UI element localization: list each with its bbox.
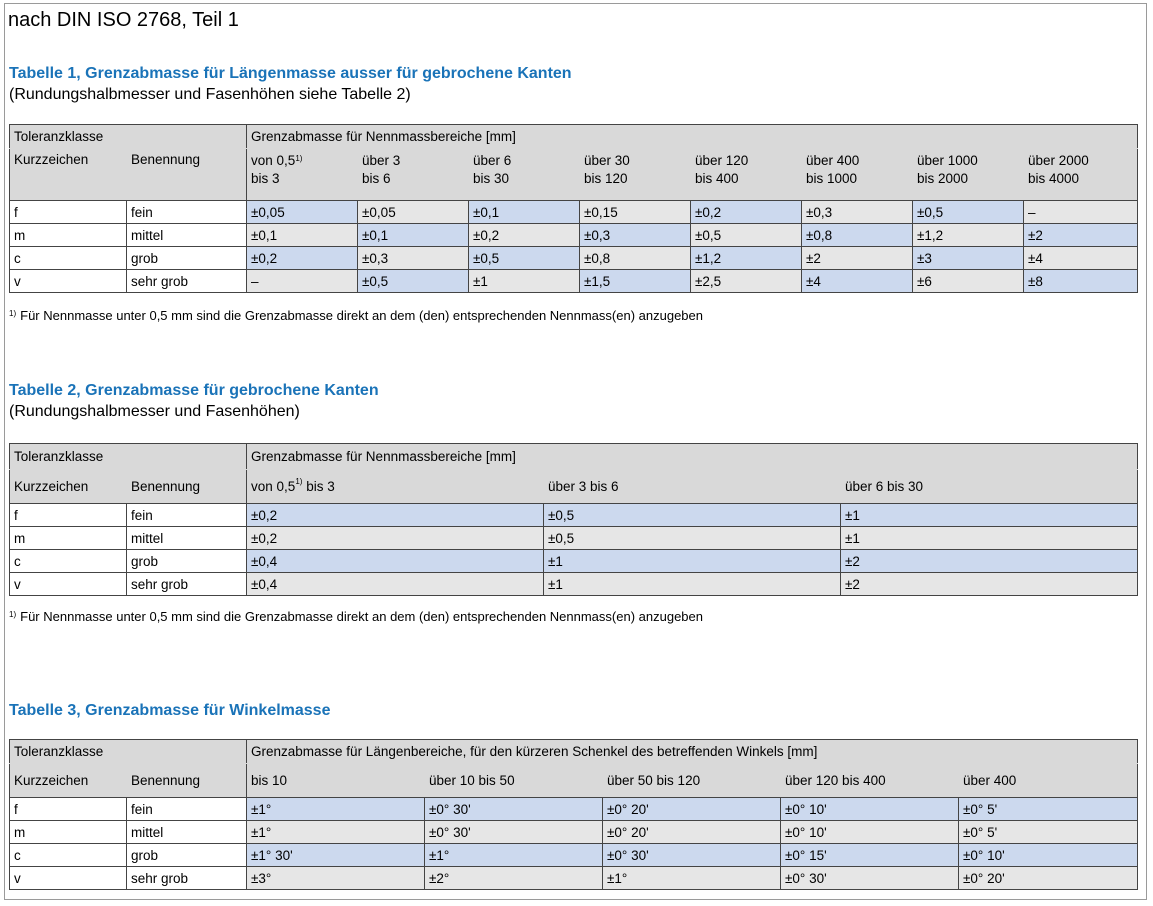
table-row — [10, 573, 1138, 596]
tolerance-value-cell: ±0° 30' — [425, 798, 603, 821]
tolerance-value-cell: ±2 — [802, 247, 913, 270]
tolerance-value-cell: ±0,2 — [691, 201, 802, 224]
tolerance-value-cell: ±0,3 — [802, 201, 913, 224]
tolerance-value-cell: ±0,05 — [358, 201, 469, 224]
tolerance-value-cell: ±1 — [841, 504, 1138, 527]
tolerance-value-cell: ±2 — [841, 573, 1138, 596]
range-header: von 0,5$^{1)}$ bis 3 — [247, 470, 544, 504]
toleranzklasse-header: Toleranzklasse — [10, 444, 247, 470]
nennmass-group-header: Grenzabmasse für Nennmassbereiche [mm] — [247, 444, 1138, 470]
benennung-cell: mittel — [127, 224, 247, 247]
range-header: über 30 bis 120 — [580, 149, 691, 201]
kurzzeichen-cell: f — [10, 504, 127, 527]
table1 — [9, 124, 1138, 293]
tolerance-value-cell: ±0,5 — [358, 270, 469, 293]
table1-subheading: (Rundungshalbmesser und Fasenhöhen siehe Tabelle 2) — [9, 86, 411, 103]
table-row — [10, 821, 1138, 844]
tolerance-value-cell: ±0,2 — [247, 527, 544, 550]
tolerance-value-cell: ±4 — [802, 270, 913, 293]
range-header: über 400 — [959, 764, 1138, 798]
tolerance-value-cell: ±1,2 — [913, 224, 1024, 247]
table3-heading: Tabelle 3, Grenzabmasse für Winkelmasse — [9, 702, 331, 719]
benennung-cell: sehr grob — [127, 573, 247, 596]
table2 — [9, 443, 1138, 596]
tolerance-value-cell: ±1,5 — [580, 270, 691, 293]
tolerance-value-cell: ±0,05 — [247, 201, 358, 224]
benennung-cell: grob — [127, 844, 247, 867]
kurzzeichen-cell: f — [10, 798, 127, 821]
page-title: nach DIN ISO 2768, Teil 1 — [8, 9, 239, 31]
benennung-cell: fein — [127, 201, 247, 224]
benennung-cell: grob — [127, 247, 247, 270]
table3 — [9, 739, 1138, 890]
tolerance-value-cell: ±0,1 — [358, 224, 469, 247]
kurzzeichen-cell: c — [10, 247, 127, 270]
tolerance-value-cell: ±1,2 — [691, 247, 802, 270]
kurzzeichen-cell: c — [10, 844, 127, 867]
table1-heading: Tabelle 1, Grenzabmasse für Längenmasse ausser für gebrochene Kanten — [9, 65, 572, 82]
tolerance-value-cell: ±0° 10' — [781, 798, 959, 821]
tolerance-value-cell: ±0° 10' — [959, 844, 1138, 867]
benennung-cell: grob — [127, 550, 247, 573]
kurzzeichen-header: Kurzzeichen — [10, 764, 127, 798]
tolerance-value-cell: ±0° 20' — [603, 821, 781, 844]
tolerance-value-cell: ±1 — [544, 550, 841, 573]
tolerance-value-cell: ±0,4 — [247, 573, 544, 596]
kurzzeichen-cell: m — [10, 527, 127, 550]
table-row — [10, 798, 1138, 821]
range-header: über 400 bis 1000 — [802, 149, 913, 201]
tolerance-value-cell: ±0,5 — [913, 201, 1024, 224]
benennung-cell: mittel — [127, 821, 247, 844]
tolerance-value-cell: ±2 — [841, 550, 1138, 573]
tolerance-value-cell: ±0,5 — [691, 224, 802, 247]
tolerance-value-cell: ±0° 15' — [781, 844, 959, 867]
table-row — [10, 550, 1138, 573]
table-row — [10, 527, 1138, 550]
tolerance-value-cell: ±0,2 — [247, 247, 358, 270]
table2-footnote: $^{1)}$ Für Nennmasse unter 0,5 mm sind die Grenzabmasse direkt an dem (den) entsprechenden Nennmass(en) anzugeben — [9, 609, 703, 624]
range-header: über 120 bis 400 — [691, 149, 802, 201]
tolerance-value-cell: ±0,15 — [580, 201, 691, 224]
tolerance-value-cell: ±3 — [913, 247, 1024, 270]
table-row — [10, 270, 1138, 293]
tolerance-value-cell: ±0° 20' — [959, 867, 1138, 890]
kurzzeichen-cell: c — [10, 550, 127, 573]
kurzzeichen-cell: m — [10, 821, 127, 844]
tolerance-value-cell: ±2,5 — [691, 270, 802, 293]
tolerance-value-cell: ±0° 30' — [781, 867, 959, 890]
table-row — [10, 504, 1138, 527]
kurzzeichen-header: Kurzzeichen — [10, 470, 127, 504]
kurzzeichen-cell: v — [10, 573, 127, 596]
benennung-cell: sehr grob — [127, 867, 247, 890]
tolerance-value-cell: ±2° — [425, 867, 603, 890]
range-header: über 1000 bis 2000 — [913, 149, 1024, 201]
tolerance-value-cell: ±8 — [1024, 270, 1138, 293]
range-header: über 120 bis 400 — [781, 764, 959, 798]
range-header: über 10 bis 50 — [425, 764, 603, 798]
tolerance-value-cell: ±1 — [469, 270, 580, 293]
tolerance-value-cell: ±0° 30' — [603, 844, 781, 867]
tolerance-value-cell: ±0° 5' — [959, 798, 1138, 821]
toleranzklasse-header: Toleranzklasse — [10, 740, 247, 764]
table-row — [10, 224, 1138, 247]
benennung-header: Benennung — [127, 149, 247, 201]
benennung-cell: fein — [127, 504, 247, 527]
table-row — [10, 247, 1138, 270]
laengenbereich-group-header: Grenzabmasse für Längenbereiche, für den kürzeren Schenkel des betreffenden Winkels [mm] — [247, 740, 1138, 764]
tolerance-value-cell: ±0° 5' — [959, 821, 1138, 844]
kurzzeichen-cell: v — [10, 270, 127, 293]
kurzzeichen-cell: v — [10, 867, 127, 890]
kurzzeichen-cell: m — [10, 224, 127, 247]
range-header: über 6 bis 30 — [469, 149, 580, 201]
tolerance-value-cell: ±1° — [603, 867, 781, 890]
tolerance-value-cell: ±1° 30' — [247, 844, 425, 867]
tolerance-value-cell: – — [247, 270, 358, 293]
tolerance-value-cell: – — [1024, 201, 1138, 224]
table2-subheading: (Rundungshalbmesser und Fasenhöhen) — [9, 403, 300, 420]
tolerance-value-cell: ±1 — [841, 527, 1138, 550]
nennmass-group-header: Grenzabmasse für Nennmassbereiche [mm] — [247, 125, 1138, 149]
range-header: über 50 bis 120 — [603, 764, 781, 798]
range-header: bis 10 — [247, 764, 425, 798]
tolerance-value-cell: ±0,8 — [802, 224, 913, 247]
range-header: über 3 bis 6 — [544, 470, 841, 504]
range-header: von 0,5$^{1)}$ bis 3 — [247, 149, 358, 201]
tolerance-value-cell: ±0,2 — [469, 224, 580, 247]
tolerance-value-cell: ±0,5 — [544, 504, 841, 527]
tolerance-value-cell: ±1 — [544, 573, 841, 596]
tolerance-value-cell: ±0,5 — [544, 527, 841, 550]
kurzzeichen-cell: f — [10, 201, 127, 224]
table-row — [10, 867, 1138, 890]
toleranzklasse-header: Toleranzklasse — [10, 125, 247, 149]
tolerance-value-cell: ±6 — [913, 270, 1024, 293]
tolerance-value-cell: ±0,3 — [358, 247, 469, 270]
range-header: über 6 bis 30 — [841, 470, 1138, 504]
tolerance-value-cell: ±0,1 — [247, 224, 358, 247]
table-row — [10, 201, 1138, 224]
tolerance-value-cell: ±4 — [1024, 247, 1138, 270]
tolerance-value-cell: ±0° 10' — [781, 821, 959, 844]
tolerance-value-cell: ±2 — [1024, 224, 1138, 247]
tolerance-value-cell: ±0° 30' — [425, 821, 603, 844]
tolerance-value-cell: ±0,2 — [247, 504, 544, 527]
benennung-cell: fein — [127, 798, 247, 821]
table1-footnote: $^{1)}$ Für Nennmasse unter 0,5 mm sind die Grenzabmasse direkt an dem (den) entsprechenden Nennmass(en) anzugeben — [9, 308, 703, 323]
tolerance-value-cell: ±1° — [247, 821, 425, 844]
range-header: über 2000 bis 4000 — [1024, 149, 1138, 201]
benennung-header: Benennung — [127, 470, 247, 504]
tolerance-value-cell: ±1° — [425, 844, 603, 867]
tolerance-value-cell: ±0° 20' — [603, 798, 781, 821]
tolerance-value-cell: ±3° — [247, 867, 425, 890]
table-row — [10, 844, 1138, 867]
benennung-cell: mittel — [127, 527, 247, 550]
tolerance-value-cell: ±0,4 — [247, 550, 544, 573]
tolerance-value-cell: ±1° — [247, 798, 425, 821]
kurzzeichen-header: Kurzzeichen — [10, 149, 127, 201]
benennung-header: Benennung — [127, 764, 247, 798]
tolerance-value-cell: ±0,5 — [469, 247, 580, 270]
range-header: über 3 bis 6 — [358, 149, 469, 201]
benennung-cell: sehr grob — [127, 270, 247, 293]
tolerance-value-cell: ±0,3 — [580, 224, 691, 247]
tolerance-value-cell: ±0,8 — [580, 247, 691, 270]
tolerance-value-cell: ±0,1 — [469, 201, 580, 224]
table2-heading: Tabelle 2, Grenzabmasse für gebrochene Kanten — [9, 382, 379, 399]
